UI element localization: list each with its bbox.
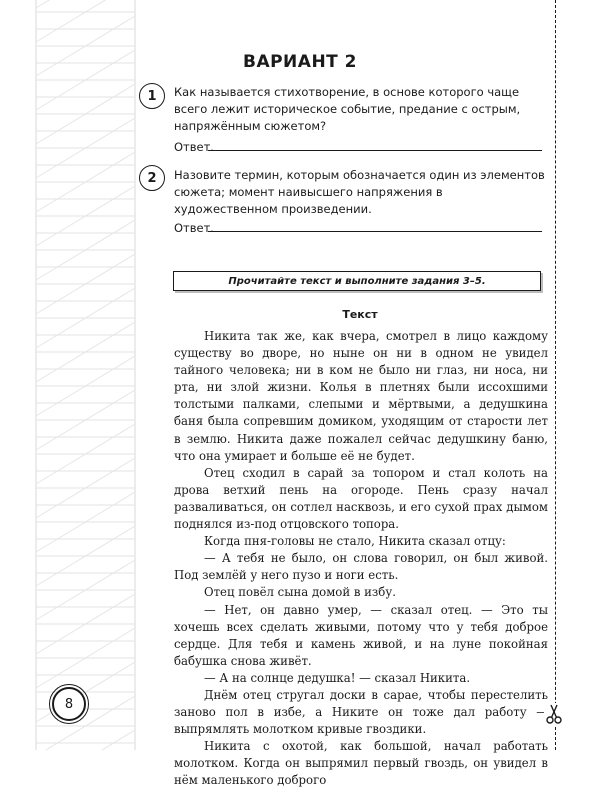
paragraph: — А тебя не было, он слова говорил, он был живой. Под землёй у него пузо и ноги есть.: [174, 551, 548, 583]
question-1-answer-line[interactable]: [208, 150, 542, 151]
page-number-badge: [52, 687, 86, 721]
scissors-icon: [544, 703, 564, 725]
text-heading: Текст: [342, 308, 378, 321]
paragraph: Когда пня-головы не стало, Никита сказал отцу:: [204, 534, 506, 549]
question-2-text: Назовите термин, которым обозначается один из элементов сюжета; момент наивысшего напряжения в художественном произведении.: [174, 168, 545, 216]
paragraph: Никита так же, как вчера, смотрел в лицо каждому существу во дворе, но ныне он ни в одном не увидел тайного человека; ни в ком не было ни глаз, ни носа, ни рта, ни злой жизни. Колья в плетнях были иссохшими толстыми палками, слепыми и мёртвыми, а дедушкина баня была сопревшим домиком, уходящим от старости лет в землю. Никита даже пожалел сейчас дедушкину баню, что она умирает и больше её не будет.: [174, 329, 548, 463]
page-number: 8: [64, 696, 74, 712]
question-1-text: Как называется стихотворение, в основе которого чаще всего лежит историческое событие, предание с острым, напряжённым сюжетом?: [174, 85, 521, 133]
paragraph: Никита с охотой, как большой, начал работать молотком. Когда он выпрямил первый гвоздь, он увидел в нём маленького доброго: [174, 739, 548, 788]
question-1-answer-label: Ответ.: [174, 140, 214, 154]
question-2-number: 2: [139, 165, 165, 191]
question-1-number: 1: [139, 83, 165, 109]
question-2-answer-line[interactable]: [208, 231, 542, 232]
paragraph: Отец повёл сына домой в избу.: [204, 585, 396, 600]
paragraph: Отец сходил в сарай за топором и стал колоть на дрова ветхий пень на огороде. Пень сразу начал разваливаться, он сотлел насквозь, и его сухой прах дымом поднялся из-под отцовского топора.: [174, 465, 548, 532]
paragraph: — Нет, он давно умер, — сказал отец. — Это ты хочешь всех сделать живыми, потому что у тебя доброе сердце. Для тебя и камень живой, и на луне покойная бабушка снова живёт.: [174, 602, 548, 668]
cut-line: [555, 0, 556, 750]
reading-text: [174, 328, 548, 790]
question-2-answer-label: Ответ.: [174, 221, 214, 235]
variant-title: ВАРИАНТ 2: [242, 52, 358, 72]
question-1-answer[interactable]: [174, 140, 542, 154]
instruction-box: Прочитайте текст и выполните задания 3–5.: [173, 271, 541, 291]
paragraph: — А на солнце дедушка! — сказал Никита.: [204, 670, 471, 685]
question-2-answer[interactable]: [174, 221, 542, 235]
paragraph: Днём отец стругал доски в сарае, чтобы перестелить заново пол в избе, а Никите он тоже дал работу — выпрямлять молотком кривые гвоздики.: [174, 687, 548, 737]
